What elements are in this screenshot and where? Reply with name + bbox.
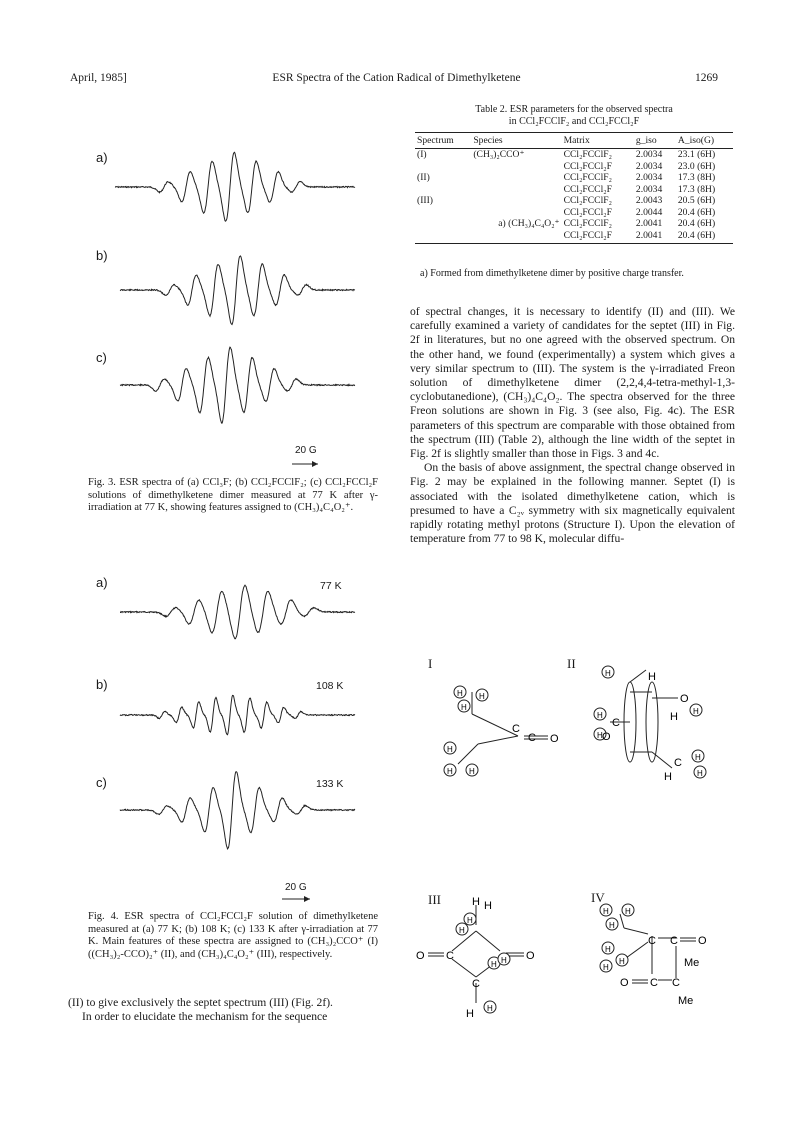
table-row	[415, 172, 733, 184]
table-cell: (III)	[417, 195, 433, 206]
svg-text:H: H	[670, 711, 678, 723]
proton-icon	[602, 666, 614, 678]
table2-header-giso: g_iso	[634, 133, 676, 149]
fig3-scale-arrow	[312, 461, 318, 467]
fig4-spectrum-b	[120, 695, 355, 734]
table-row	[415, 218, 733, 230]
fig4-label-a: a)	[96, 575, 108, 590]
structure-II	[590, 662, 710, 787]
table2-header-aiso: A_iso(G)	[676, 133, 733, 149]
svg-text:H: H	[501, 956, 507, 965]
svg-text:H: H	[664, 771, 672, 783]
table-cell: CCl₂FCClF₂	[563, 195, 612, 206]
svg-text:H: H	[461, 703, 467, 712]
svg-text:C: C	[650, 977, 658, 989]
table-cell: 17.3 (8H)	[677, 172, 716, 183]
table-cell: 20.4 (6H)	[676, 230, 733, 244]
table2	[415, 132, 733, 244]
table2-header-spectrum: Spectrum	[415, 133, 471, 149]
fig3-spectrum-c	[120, 347, 355, 423]
table-cell	[471, 161, 561, 173]
proton-icon	[498, 953, 510, 965]
svg-text:C: C	[446, 950, 454, 962]
table-cell: 20.5 (6H)	[677, 195, 716, 206]
svg-text:H: H	[467, 916, 473, 925]
svg-text:H: H	[625, 907, 631, 916]
svg-text:H: H	[466, 1008, 474, 1020]
svg-text:H: H	[484, 900, 492, 912]
figure-4	[80, 560, 380, 905]
svg-text:H: H	[603, 963, 609, 972]
fig3-spectrum-a	[115, 152, 355, 221]
right-column-text	[410, 305, 735, 546]
table-row	[415, 161, 733, 173]
table-cell: CCl₂FCClF₂	[563, 218, 612, 229]
proton-icon	[594, 708, 606, 720]
table-cell: CCl₂FCClF₂	[563, 172, 612, 183]
svg-text:H: H	[609, 921, 615, 930]
fig4-temp-b: 108 K	[316, 680, 344, 692]
fig3-label-b: b)	[96, 248, 108, 263]
svg-text:Me: Me	[678, 995, 694, 1007]
svg-text:H: H	[619, 957, 625, 966]
header-date: April, 1985]	[70, 72, 127, 84]
svg-text:H: H	[479, 692, 485, 701]
svg-text:C: C	[648, 935, 656, 947]
svg-text:O: O	[620, 977, 629, 989]
table-cell: CCl₂FCCl₂F	[563, 160, 612, 172]
svg-text:H: H	[697, 769, 703, 778]
svg-text:O: O	[526, 950, 535, 962]
svg-text:C: C	[528, 732, 536, 744]
left-text-line2: In order to elucidate the mechanism for the sequence	[82, 1010, 328, 1024]
svg-text:H: H	[695, 753, 701, 762]
svg-text:H: H	[597, 731, 603, 740]
proton-icon	[622, 904, 634, 916]
table-cell	[415, 230, 471, 244]
fig4-caption: Fig. 4. ESR spectra of CCl₂FCCl₂F solution of dimethylketene measured at (a) 77 K; (b) 108 K; (c) 133 K after γ-irradiation at 77 K. Main features of these spectra are assigned to (CH₃)₂CCO⁺ (I) ((CH₃)₂-CCO)₂⁺ (II), and (CH₃)₄C₄O₂⁺ (III), respectively.	[88, 911, 378, 960]
structure-III-label: III	[428, 892, 441, 907]
table-cell: (I)	[417, 149, 427, 160]
table-cell	[471, 230, 561, 244]
structure-I	[430, 670, 570, 790]
fig3-scale-label: 20 G	[295, 445, 317, 456]
proton-icon	[694, 766, 706, 778]
table2-title	[415, 104, 733, 128]
fig4-scale-label: 20 G	[285, 882, 307, 893]
table-cell: 20.4 (6H)	[677, 206, 716, 218]
table-cell: 2.0041	[635, 218, 663, 229]
left-column-text	[68, 996, 388, 1024]
table-cell	[471, 172, 561, 184]
proton-icon	[600, 904, 612, 916]
svg-text:H: H	[491, 960, 497, 969]
svg-text:H: H	[648, 671, 656, 683]
table-row	[415, 207, 733, 219]
table-cell: (CH₃)₂CCO⁺	[473, 149, 525, 160]
svg-text:C: C	[472, 978, 480, 990]
proton-icon	[444, 742, 456, 754]
table-cell	[415, 184, 471, 196]
svg-text:H: H	[457, 689, 463, 698]
svg-text:H: H	[472, 896, 480, 908]
svg-text:C: C	[512, 723, 520, 735]
svg-text:H: H	[605, 945, 611, 954]
proton-icon	[606, 918, 618, 930]
structure-III	[410, 895, 560, 1025]
right-paragraph-2: On the basis of above assignment, the spectral change observed in Fig. 2 may be explained in the following manner. Septet (I) is associated with the isolated dimethylketene cation, which is presumed to have a C₂ᵥ symmetry with six magnetically equivalent rapidly rotating methyl protons (Structure I). Upon the elevation of temperature from 77 to 98 K, molecular diffu-	[410, 461, 735, 546]
svg-text:H: H	[447, 767, 453, 776]
table-cell: 2.0034	[635, 160, 663, 172]
proton-icon	[454, 686, 466, 698]
proton-icon	[616, 954, 628, 966]
fig4-spectrum-a	[120, 585, 355, 639]
page-number: 1269	[695, 72, 718, 84]
svg-text:H: H	[597, 711, 603, 720]
table-cell: (II)	[417, 172, 430, 183]
svg-text:H: H	[605, 669, 611, 678]
table-cell: 2.0041	[634, 230, 676, 244]
structure-II-label: II	[567, 656, 576, 671]
fig4-scale-arrow	[304, 896, 310, 902]
proton-icon	[692, 750, 704, 762]
proton-icon	[464, 913, 476, 925]
svg-text:C: C	[674, 757, 682, 769]
table-cell: 2.0034	[635, 172, 663, 183]
table-cell: 2.0044	[635, 206, 663, 218]
table-cell: 17.3 (8H)	[677, 183, 716, 195]
table-cell	[415, 218, 471, 230]
fig3-spectrum-b	[120, 256, 355, 325]
table-row	[415, 184, 733, 196]
table-cell: CCl₂FCClF₂	[563, 149, 612, 160]
svg-text:C: C	[670, 935, 678, 947]
svg-text:C: C	[672, 977, 680, 989]
fig4-spectrum-c	[120, 772, 355, 849]
fig4-spectra	[80, 560, 380, 905]
svg-text:H: H	[487, 1004, 493, 1013]
table-cell: CCl₂FCCl₂F	[562, 230, 634, 244]
table2-header-row	[415, 133, 733, 149]
table-cell: 20.4 (6H)	[677, 218, 716, 229]
svg-text:H: H	[603, 907, 609, 916]
table-cell: 23.1 (6H)	[677, 149, 716, 160]
svg-text:O: O	[602, 731, 611, 743]
table-cell: 2.0034	[635, 149, 663, 160]
table-cell	[471, 195, 561, 207]
table2-header-matrix: Matrix	[562, 133, 634, 149]
table-cell	[415, 161, 471, 173]
table-cell: 2.0043	[635, 195, 663, 206]
table-row	[415, 195, 733, 207]
svg-text:H: H	[693, 707, 699, 716]
left-text-line1: (II) to give exclusively the septet spectrum (III) (Fig. 2f).	[68, 996, 333, 1009]
fig4-temp-a: 77 K	[320, 580, 342, 592]
table2-header-species: Species	[471, 133, 561, 149]
proton-icon	[444, 764, 456, 776]
fig3-label-c: c)	[96, 350, 107, 365]
proton-icon	[690, 704, 702, 716]
table-cell: 2.0034	[635, 183, 663, 195]
right-paragraph-1: of spectral changes, it is necessary to identify (II) and (III). We carefully examined a variety of candidates for the septet (III) in Fig. 2f in literatures, but no one agreed with the observed spectrum. On the other hand, we found (experimentally) a system which gives a very similar spectrum to (III). The system is the γ-irradiated Freon solution of dimethylketene dimer (2,2,4,4-tetra-methyl-1,3-cyclobutanedione), (CH₃)₄C₄O₂. The spectra observed for the three Freon solutions are shown in Fig. 3 (see also, Fig. 4c). The ESR parameters of this spectrum are comparable with those obtained from the spectrum (III) (Table 2), although the line width of the septet in Fig. 2f is slightly smaller than those in Figs. 3 and 4c.	[410, 305, 735, 461]
table-cell: 23.0 (6H)	[677, 160, 716, 172]
structure-IV	[592, 898, 722, 1018]
figure-3	[80, 95, 380, 480]
table2-footnote: a) Formed from dimethylketene dimer by positive charge transfer.	[420, 268, 684, 279]
table-row	[415, 230, 733, 244]
proton-icon	[476, 689, 488, 701]
structure-I-label: I	[428, 656, 433, 671]
fig4-label-b: b)	[96, 677, 108, 692]
fig4-temp-c: 133 K	[316, 778, 344, 790]
svg-text:O: O	[698, 935, 707, 947]
fig4-label-c: c)	[96, 775, 107, 790]
proton-icon	[484, 1001, 496, 1013]
table2-title-line1: Table 2. ESR parameters for the observed spectra	[475, 104, 673, 115]
svg-text:H: H	[459, 926, 465, 935]
svg-text:O: O	[416, 950, 425, 962]
table-cell	[471, 207, 561, 219]
proton-icon	[602, 942, 614, 954]
svg-text:O: O	[680, 693, 689, 705]
proton-icon	[600, 960, 612, 972]
proton-icon	[466, 764, 478, 776]
table-cell: CCl₂FCCl₂F	[563, 183, 612, 195]
table-cell: CCl₂FCCl₂F	[563, 206, 612, 218]
svg-text:C: C	[612, 717, 620, 729]
table-row	[415, 149, 733, 161]
running-title: ESR Spectra of the Cation Radical of Dimethylketene	[272, 72, 521, 84]
svg-text:Me: Me	[684, 957, 700, 969]
table-cell: a) (CH₃)₄C₄O₂⁺	[498, 218, 560, 229]
svg-text:O: O	[550, 733, 559, 745]
table2-title-line2: in CCl₂FCClF₂ and CCl₂FCCl₂F	[508, 116, 640, 127]
proton-icon	[458, 700, 470, 712]
fig3-spectra	[80, 95, 380, 480]
svg-text:H: H	[469, 767, 475, 776]
structure-IV-label: IV	[591, 890, 605, 905]
table-cell	[471, 184, 561, 196]
table-cell	[415, 207, 471, 219]
svg-text:H: H	[447, 745, 453, 754]
fig3-caption: Fig. 3. ESR spectra of (a) CCl₃F; (b) CCl₂FCClF₂; (c) CCl₂FCCl₂F solutions of dimethylketene dimer measured at 77 K after γ-irradiation at 77 K, showing features assigned to (CH₃)₄C₄O₂⁺.	[88, 477, 378, 514]
fig3-label-a: a)	[96, 150, 108, 165]
